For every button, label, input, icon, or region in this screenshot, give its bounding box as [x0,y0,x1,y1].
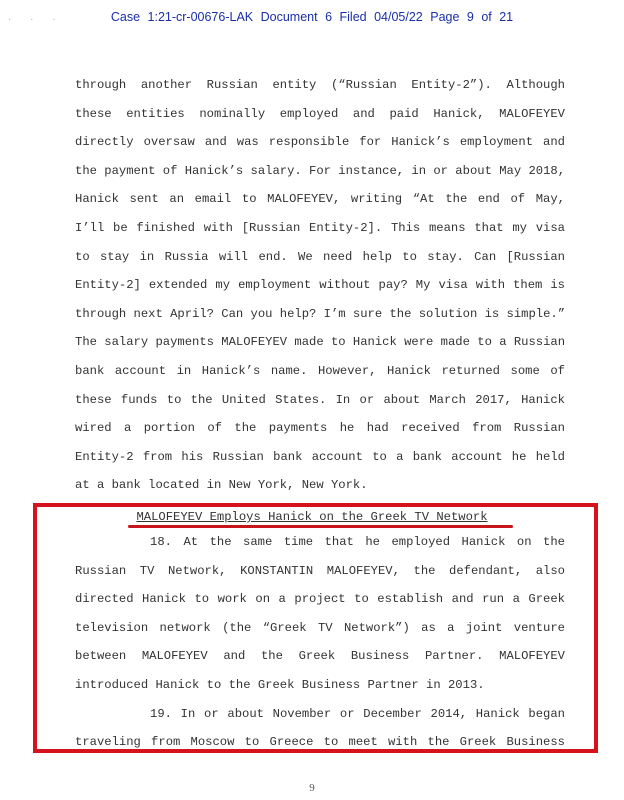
text-line: Entity-2 from his Russian bank account to a bank account he held [75,449,565,464]
text-line: through another Russian entity (“Russian Entity-2”). Although [75,78,565,92]
text-line: Entity-2] extended my employment without pay? My visa with them is [75,278,565,293]
case-number: Case 1:21-cr-00676-LAK [110,10,254,24]
text-line: Hanick sent an email to MALOFEYEV, writing “At the end of May, [75,192,565,207]
text-line: through next April? Can you help? I’m sure the solution is simple.” [75,306,566,321]
text-line: traveling from Moscow to Greece to meet with the Greek Business [75,735,565,750]
section-paragraphs [75,532,565,761]
scan-artifact-dots: · · · [8,14,64,25]
text-line: to stay in Russia will end. We need help to stay. Can [Russian [75,249,565,264]
case-header [0,10,624,24]
text-line: directed Hanick to work on a project to establish and run a Greek [75,592,565,607]
text-line: wired a portion of the payments he had received from Russian [75,421,565,436]
text-line: these funds to the United States. In or about March 2017, Hanick [75,392,565,407]
text-line: introduced Hanick to the Greek Business Partner in 2013. [75,677,485,692]
text-line: The salary payments MALOFEYEV made to Hanick were made to a Russian [75,335,566,350]
text-line: directly oversaw and was responsible for Hanick’s employment and [75,135,565,150]
text-line: Russian TV Network, KONSTANTIN MALOFEYEV, the defendant, also [75,563,565,578]
text-line: television network (the “Greek TV Network”) as a joint venture [75,620,565,635]
red-underline-mark [128,525,513,528]
filed-date: Filed 04/05/22 [339,10,423,24]
page-indicator: Page 9 of 21 [430,10,514,24]
text-line: the payment of Hanick’s salary. For instance, in or about May 2018, [75,163,566,178]
document-number: Document 6 [260,10,333,24]
body-paragraph [75,75,565,504]
text-line: between MALOFEYEV and the Greek Business Partner. MALOFEYEV [75,649,565,664]
text-line: at a bank located in New York, New York. [75,478,368,493]
paragraph-19-line: 19. In or about November or December 2014, Hanick began [150,706,565,721]
section-heading: MALOFEYEV Employs Hanick on the Greek TV Network [136,510,488,524]
text-line: these entities nominally employed and paid Hanick, MALOFEYEV [75,106,565,121]
paragraph-18-line: 18. At the same time that he employed Hanick on the [150,535,565,549]
page-number: 9 [309,782,315,794]
text-line: bank account in Hanick’s name. However, Hanick returned some of [75,363,565,378]
text-line: I’ll be finished with [Russian Entity-2]. This means that my visa [75,220,565,235]
section-heading-wrap [0,507,624,525]
